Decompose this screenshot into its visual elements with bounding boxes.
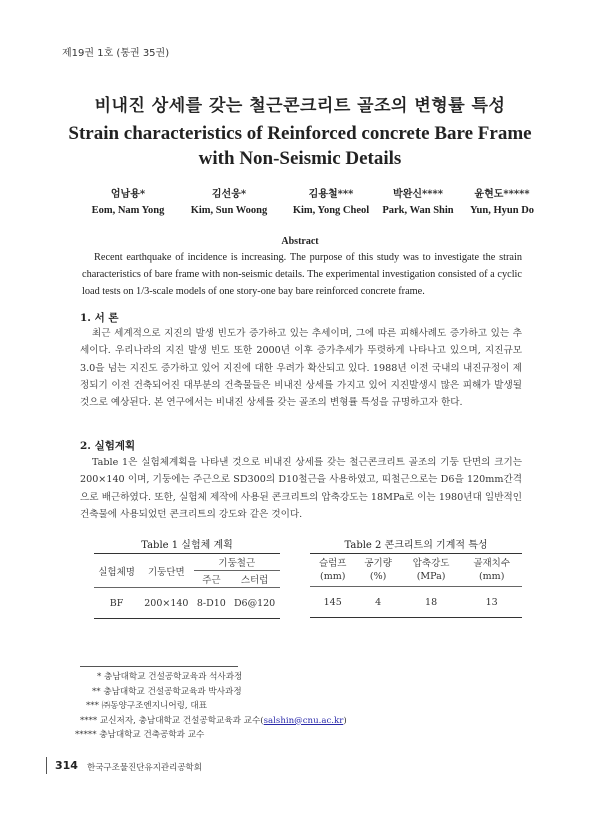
table1-cell-stirrup: D6@120 — [233, 597, 276, 609]
footnote-1: * 충남대학교 건설공학교육과 석사과정 — [97, 672, 243, 682]
author-1-en: Eom, Nam Yong — [91, 205, 165, 216]
footnote-4-close: ) — [343, 715, 347, 726]
section-2-heading: 2. 실험계획 — [80, 440, 136, 452]
footnote-divider — [80, 666, 238, 667]
footnote-5: ***** 충남대학교 건축공학과 교수 — [75, 730, 205, 741]
author-2-ko: 김선웅* — [211, 189, 247, 200]
table2-cell-strength: 18 — [425, 596, 438, 608]
author-2-en: Kim, Sun Woong — [190, 205, 268, 216]
table2-header-slump-unit: (mm) — [319, 571, 346, 582]
table2-header-slump-label: 슬럼프 — [318, 558, 347, 569]
issue-header: 제19권 1호 (통권 35권) — [62, 48, 170, 59]
table2-header-strength-label: 압축강도 — [412, 558, 450, 569]
table1-cell-main: 8-D10 — [196, 597, 226, 609]
author-5-en: Yun, Hyun Do — [469, 205, 535, 216]
table2-header-agg-unit: (mm) — [478, 571, 505, 582]
author-4-en: Park, Wan Shin — [382, 205, 454, 216]
section-1-body: 최근 세계적으로 지진의 발생 빈도가 증가하고 있는 추세이며, 그에 따른 피해사례도 증가하고 있는 추세이다. 우리나라의 지진 발생 빈도 또한 2000년 이후 증가추세가 뚜렷하게 나타나고 있으며, 지진규모 3.0을 넘는 지진도 증가하고 있어 지진에 대한 우려가 확산되고 있다. 1988년 이전 국내의 내진규정이 제정되기 이전 건축되어진 대부분의 건축물들은 비내진 상세를 가지고 있어 지진발생시 많은 피해가 발생될 것으로 예상된다. 본 연구에서는 비내진 상세를 갖는 골조의 변형률 특성을 규명하고자 한다. — [80, 328, 522, 409]
table1-header-specimen: 실험체명 — [94, 554, 139, 588]
table2-header-air-unit: (%) — [369, 571, 387, 582]
author-3-en: Kim, Yong Cheol — [292, 205, 370, 216]
table2-header-air-label: 공기량 — [364, 558, 392, 569]
footnote-3: *** ㈜동양구조엔지니어링, 대표 — [86, 701, 207, 712]
title-english — [0, 121, 600, 171]
author-1 — [73, 187, 183, 219]
table2-header-agg-label: 골재치수 — [473, 558, 511, 569]
title-english-line1: Strain characteristics of Reinforced concrete Bare Frame — [68, 123, 532, 144]
table1-caption: Table 1 실험체 계획 — [141, 540, 233, 551]
author-5 — [447, 187, 557, 219]
author-4-ko: 박완신**** — [393, 189, 443, 200]
section-2-body: Table 1은 실험체계획을 나타낸 것으로 비내진 상세를 갖는 철근콘크리트 골조의 기둥 단면의 크기는 200×140 이며, 기둥에는 주근으로 SD300의 D10철근을 사용하였고, 띠철근으로는 D6을 120mm간격으로 배근하였다. 또한, 실험체 제작에 사용된 콘크리트의 압축강도는 18MPa로 이는 1980년대 일반적인 건축물에 사용되었던 콘크리트의 강도와 같은 것이다. — [80, 457, 522, 520]
abstract-body: Recent earthquake of incidence is increasing. The purpose of this study was to investigate the strain characteristics of bare frame with non-seismic details. The experimental investigation consisted of a cyclic load tests on 1/3-scale models of one story-one bay bare reinforced concrete frame. — [82, 252, 522, 297]
table2-header-strength — [401, 554, 462, 587]
table2-cell-agg: 13 — [485, 596, 498, 608]
table1-cell-specimen: BF — [109, 597, 124, 609]
footer-divider — [46, 757, 47, 774]
footnote-2: ** 충남대학교 건설공학교육과 박사과정 — [92, 686, 242, 697]
footnotes — [75, 670, 347, 743]
author-3-ko: 김용철*** — [308, 189, 354, 200]
section-1-heading: 1. 서 론 — [80, 312, 119, 324]
author-2 — [174, 187, 284, 219]
table1 — [94, 553, 280, 619]
table2-caption: Table 2 콘크리트의 기계적 특성 — [344, 540, 488, 551]
table2-header-air — [355, 554, 400, 587]
page-number: 314 — [55, 759, 78, 772]
table2-header-agg — [461, 554, 522, 587]
table1-header-stirrup: 스터럽 — [229, 571, 280, 588]
title-korean: 비내진 상세를 갖는 철근콘크리트 골조의 변형률 특성 — [94, 96, 506, 116]
author-5-ko: 윤현도***** — [474, 189, 530, 200]
table2-cell-slump: 145 — [323, 596, 342, 608]
footnote-4-email-link[interactable]: salshin@cnu.ac.kr — [263, 715, 344, 726]
title-english-line2: with Non-Seismic Details — [198, 148, 402, 169]
table2-header-strength-unit: (MPa) — [416, 571, 446, 582]
table2-header-slump — [310, 554, 355, 587]
journal-name: 한국구조물진단유지관리공학회 — [87, 763, 202, 773]
table2-cell-air: 4 — [375, 596, 382, 608]
table1-header-section: 기둥단면 — [139, 554, 193, 588]
table1-header-rebar: 기둥철근 — [194, 554, 280, 571]
footnote-4-text: **** 교신저자, 충남대학교 건설공학교육과 교수( — [80, 715, 264, 726]
abstract-heading: Abstract — [281, 236, 319, 247]
author-1-ko: 엄남용* — [110, 189, 146, 200]
table2 — [310, 553, 522, 618]
footnote-4 — [80, 714, 347, 729]
table1-header-main: 주근 — [194, 571, 230, 588]
table1-cell-section: 200×140 — [144, 597, 189, 609]
